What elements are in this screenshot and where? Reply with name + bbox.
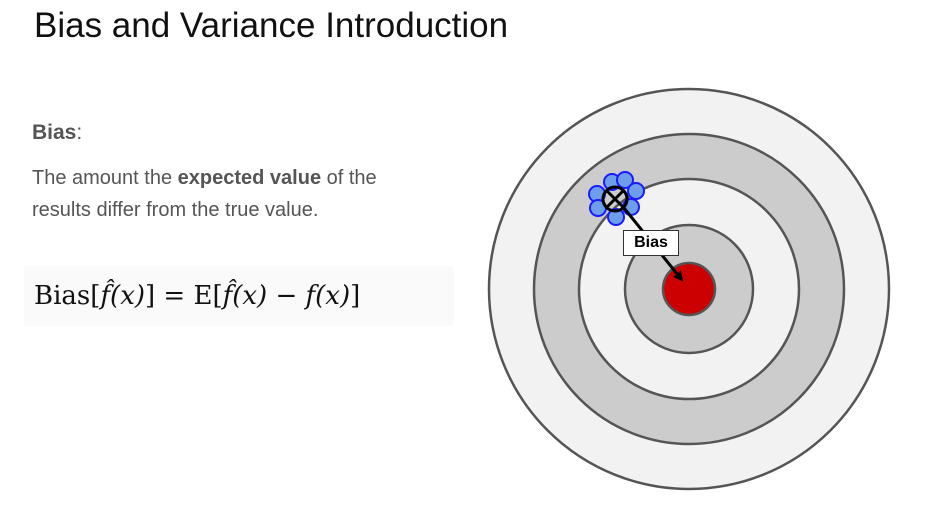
formula-rhs-close: ] — [350, 281, 361, 311]
formula-f: f — [305, 281, 316, 311]
formula-arg-rhs1: (x) — [232, 281, 268, 311]
shot-point — [628, 183, 644, 199]
formula-fhat-rhs: f̂ — [222, 281, 233, 311]
bias-heading-colon: : — [76, 121, 83, 144]
slide-title: Bias and Variance Introduction — [34, 6, 509, 45]
formula-minus: − — [267, 281, 306, 311]
bias-arrow-label: Bias — [623, 230, 679, 256]
formula-fhat-lhs: f̂ — [100, 281, 111, 311]
bias-description-bold: expected value — [177, 167, 322, 189]
formula-lhs-close: ] — [145, 281, 156, 311]
formula-equals: = — [155, 281, 194, 311]
bias-heading — [32, 118, 432, 148]
bullseye — [663, 263, 715, 315]
bias-description-part1: The amount the — [32, 167, 178, 189]
target-diagram — [480, 80, 900, 500]
bias-heading-label: Bias — [32, 121, 77, 144]
bias-description-part2: of the results differ from the true value. — [32, 167, 377, 221]
formula-bias-name: Bias — [34, 281, 91, 311]
formula-lhs-open: [ — [90, 281, 101, 311]
formula-arg-lhs: (x) — [110, 281, 145, 311]
bias-formula — [24, 266, 454, 326]
formula-expectation: E — [193, 281, 213, 311]
bias-description — [32, 162, 402, 226]
formula-rhs-open: [ — [212, 281, 223, 311]
bias-text-block — [32, 118, 432, 226]
formula-arg-rhs2: (x) — [315, 281, 351, 311]
